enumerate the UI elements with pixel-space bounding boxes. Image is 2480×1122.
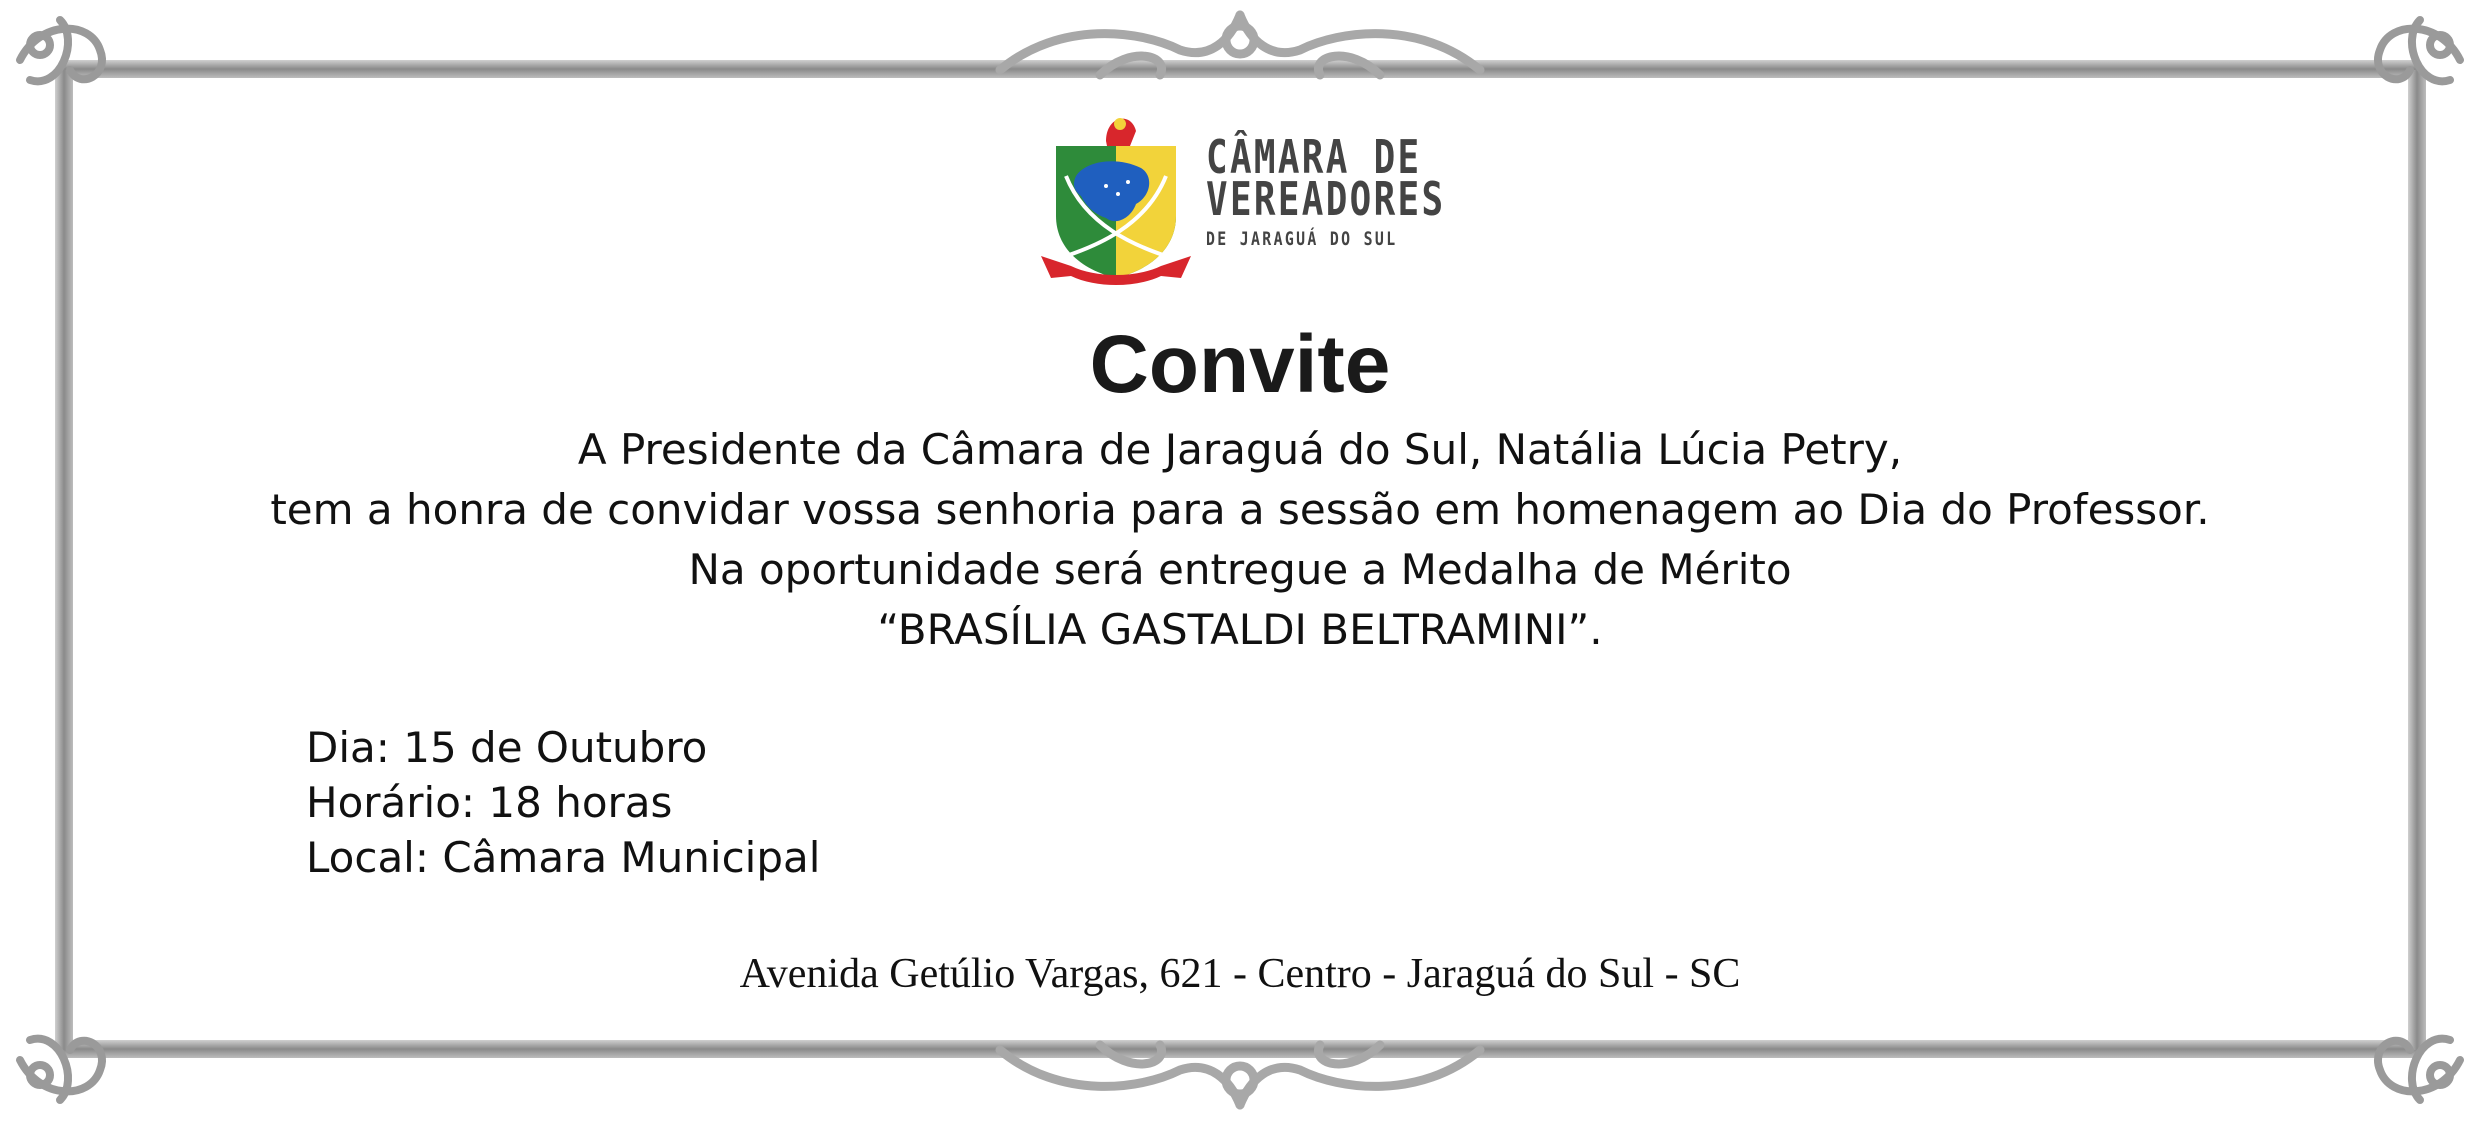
logo-line-3: DE JARAGUÁ DO SUL <box>1206 228 1398 250</box>
logo-text <box>1206 130 1513 250</box>
event-place: Local: Câmara Municipal <box>306 833 821 882</box>
body-line-4: “BRASÍLIA GASTALDI BELTRAMINI”. <box>877 605 1603 654</box>
body-line-1: A Presidente da Câmara de Jaraguá do Sul, Natália Lúcia Petry, <box>577 425 1903 474</box>
address: Avenida Getúlio Vargas, 621 - Centro - Jaraguá do Sul - SC <box>739 951 1741 997</box>
coat-of-arms-icon <box>1036 106 1196 291</box>
logo-line-1: CÂMARA DE <box>1206 130 1422 184</box>
event-day: Dia: 15 de Outubro <box>306 723 708 772</box>
event-time: Horário: 18 horas <box>306 778 673 827</box>
frame-bottom-bar <box>60 1040 2420 1058</box>
camara-logo <box>1036 106 1456 291</box>
event-details <box>306 720 820 885</box>
body-line-3: Na oportunidade será entregue a Medalha de Mérito <box>688 545 1792 594</box>
frame-top-bar <box>60 60 2420 78</box>
body-line-2: tem a honra de convidar vossa senhoria para a sessão em homenagem ao Dia do Professor. <box>270 485 2210 534</box>
logo-line-2: VEREADORES <box>1206 172 1446 226</box>
invitation-body <box>0 420 2480 660</box>
invitation-title: Convite <box>1089 319 1391 410</box>
